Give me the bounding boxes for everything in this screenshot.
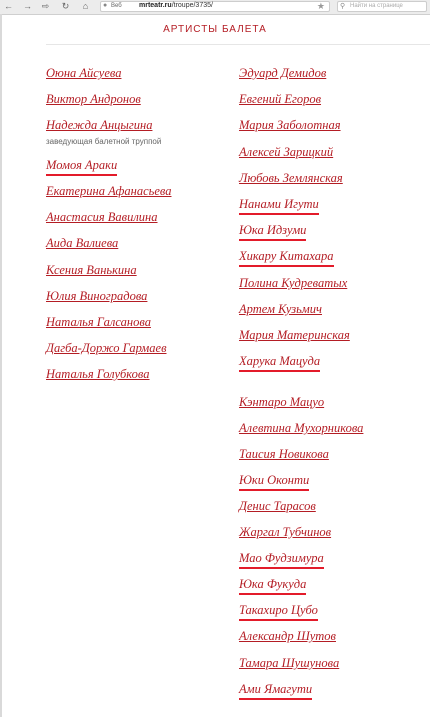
artist-link[interactable]: Виктор Андронов — [46, 92, 141, 106]
artist-link[interactable]: Таисия Новикова — [239, 447, 329, 461]
artist-link[interactable]: Хикару Китахара — [239, 249, 334, 267]
artist-link[interactable]: Юка Идзуми — [239, 223, 306, 241]
artist-link[interactable]: Кэнтаро Мацуо — [239, 395, 325, 409]
page-left-border — [0, 14, 2, 717]
artist-link[interactable]: Момоя Араки — [46, 158, 117, 176]
bookmark-star-icon[interactable]: ★ — [316, 1, 325, 11]
artist-link[interactable]: Любовь Землянская — [239, 171, 343, 185]
artist-link[interactable]: Мао Фудзимура — [239, 551, 324, 569]
artist-link[interactable]: Денис Тарасов — [239, 499, 316, 513]
artist-link[interactable]: Мария Заболотная — [239, 118, 341, 132]
url-text — [139, 2, 213, 9]
artist-link[interactable]: Полина Кудреватых — [239, 276, 348, 290]
forward-arrow-icon[interactable]: → — [23, 1, 32, 11]
url-path: /troupe/3735/ — [171, 2, 213, 9]
url-domain: mrteatr.ru — [139, 2, 172, 9]
home-icon[interactable]: ⌂ — [82, 1, 89, 11]
artist-link[interactable]: Юлия Виноградова — [46, 289, 148, 303]
artist-link[interactable]: Дагба-Доржо Гармаев — [46, 341, 167, 355]
find-in-page-box[interactable] — [337, 1, 427, 12]
artist-link[interactable]: Анастасия Вавилина — [46, 210, 158, 224]
artist-link[interactable]: Надежда Анцыгина — [46, 118, 153, 132]
globe-icon: ● — [103, 2, 108, 9]
artist-link[interactable]: Такахиро Цубо — [239, 603, 318, 621]
artist-link[interactable]: Харука Мацуда — [239, 354, 320, 372]
title-divider — [46, 44, 430, 45]
address-bar[interactable] — [100, 1, 330, 12]
reload-icon[interactable]: ↻ — [61, 1, 70, 11]
artist-link[interactable]: Оюна Айсуева — [46, 66, 122, 80]
search-icon: ⚲ — [340, 3, 346, 10]
artist-link[interactable]: Евгений Егоров — [239, 92, 322, 106]
artist-link[interactable]: Артем Кузьмич — [239, 302, 322, 316]
artist-link[interactable]: Юка Фукуда — [239, 577, 306, 595]
artist-link[interactable]: Алевтина Мухорникова — [239, 421, 364, 435]
artist-link[interactable]: Алексей Зарицкий — [239, 145, 334, 159]
page-title: АРТИСТЫ БАЛЕТА — [163, 24, 267, 35]
artist-link[interactable]: Эдуард Демидов — [239, 66, 327, 80]
artist-link[interactable]: Ксения Ванькина — [46, 263, 137, 277]
artist-link[interactable]: Екатерина Афанасьева — [46, 184, 172, 198]
artist-link[interactable]: Аида Валиева — [46, 236, 119, 250]
artist-link[interactable]: Юки Оконти — [239, 473, 309, 491]
artist-link[interactable]: Мария Материнская — [239, 328, 350, 342]
web-label: Веб — [111, 3, 122, 9]
artist-link[interactable]: Жаргал Тубчинов — [239, 525, 332, 539]
artist-link[interactable]: Нанами Игути — [239, 197, 319, 215]
artist-link[interactable]: Тамара Шушунова — [239, 656, 340, 670]
browser-toolbar — [0, 0, 430, 15]
back-arrow-icon[interactable]: ← — [4, 1, 13, 11]
forward-double-arrow-icon[interactable]: ⇨ — [41, 1, 50, 11]
artist-link[interactable]: Александр Шутов — [239, 629, 336, 643]
artist-role-note: заведующая балетной труппой — [46, 137, 162, 146]
artist-link[interactable]: Наталья Галсанова — [46, 315, 151, 329]
artist-link[interactable]: Ами Ямагути — [239, 682, 312, 700]
artist-link[interactable]: Наталья Голубкова — [46, 367, 150, 381]
search-placeholder: Найти на странице — [350, 3, 403, 9]
